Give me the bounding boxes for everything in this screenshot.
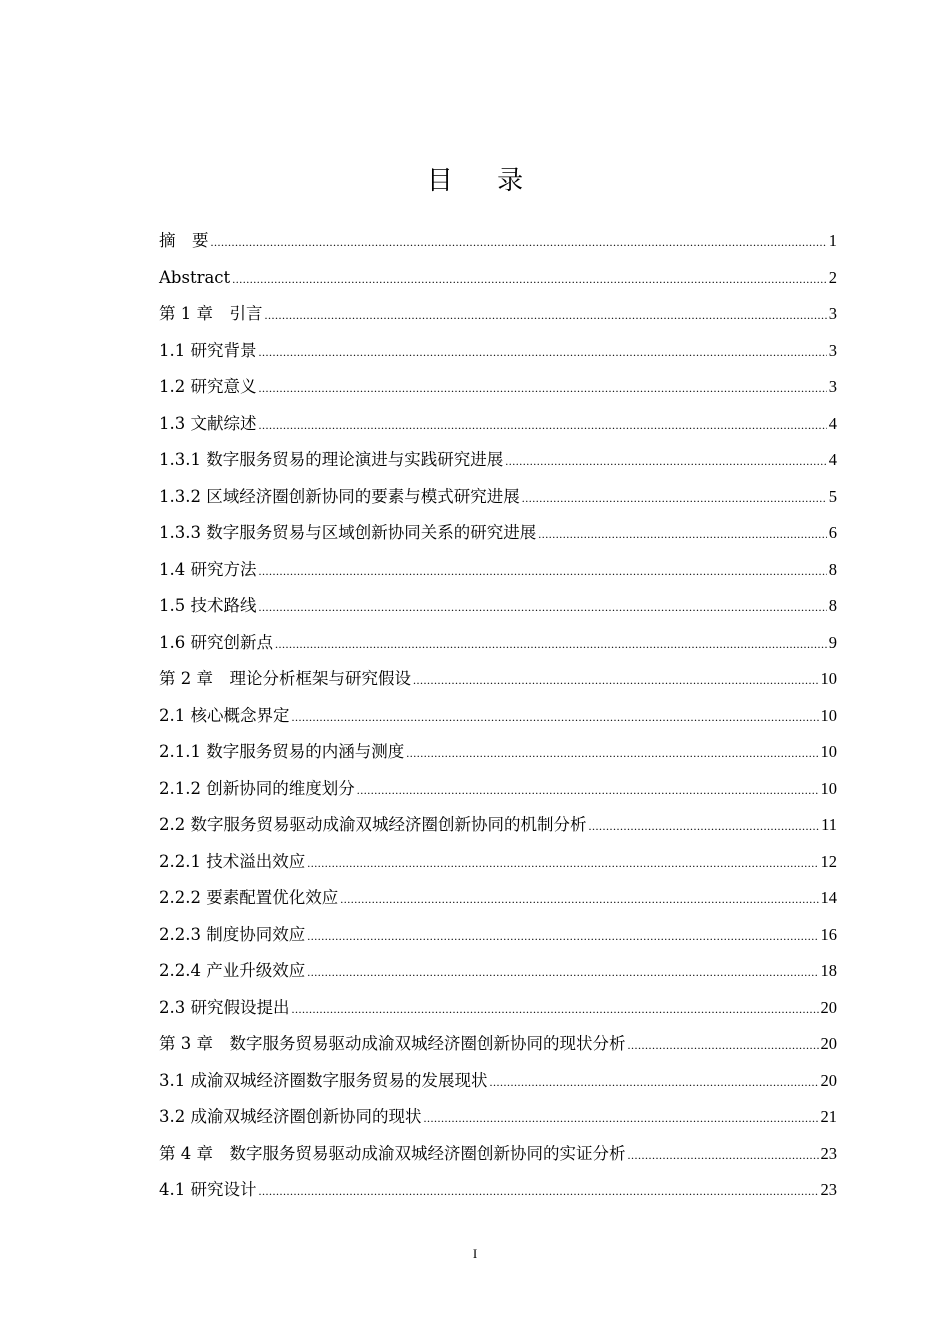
toc-entry[interactable] — [159, 1136, 837, 1173]
toc-entry[interactable] — [159, 1172, 837, 1209]
toc-dot-leader — [259, 407, 827, 444]
toc-entry[interactable] — [159, 479, 837, 516]
toc-entry[interactable] — [159, 734, 837, 771]
toc-entry-page: 2 — [828, 267, 837, 287]
toc-entry[interactable] — [159, 333, 837, 370]
toc-dot-leader — [307, 918, 818, 955]
toc-entry-page: 23 — [820, 1180, 837, 1199]
toc-entry-page: 20 — [820, 1070, 837, 1090]
toc-entry-label: 1.6 研究创新点 — [159, 632, 273, 652]
toc-entry[interactable] — [159, 406, 837, 443]
toc-entry[interactable] — [159, 807, 837, 844]
toc-dot-leader — [259, 334, 827, 371]
toc-dot-leader — [406, 735, 818, 772]
toc-entry[interactable] — [159, 625, 837, 662]
toc-entry-page: 6 — [828, 523, 837, 542]
toc-entry-page: 8 — [828, 596, 837, 615]
toc-entry-label: 3.2 成渝双城经济圈创新协同的现状 — [159, 1107, 422, 1126]
toc-dot-leader — [275, 626, 827, 663]
toc-entry-label: 1.3.3 数字服务贸易与区域创新协同关系的研究进展 — [159, 523, 537, 542]
toc-dot-leader — [259, 1173, 819, 1210]
toc-dot-leader — [259, 370, 827, 407]
toc-entry-label: 2.2.3 制度协同效应 — [159, 924, 306, 944]
toc-entry-label: 1.2 研究意义 — [159, 377, 257, 396]
toc-entry-label: 第 1 章 引言 — [159, 304, 263, 323]
page-number: I — [472, 1246, 478, 1261]
toc-entry-label: 2.3 研究假设提出 — [159, 997, 290, 1017]
toc-entry-label: 1.3 文献综述 — [159, 413, 257, 433]
toc-entry[interactable] — [159, 880, 837, 917]
toc-entry-page: 4 — [828, 413, 837, 433]
toc-entry[interactable] — [159, 296, 837, 333]
toc-entry-label: 2.1 核心概念界定 — [159, 705, 290, 725]
toc-entry-page: 8 — [828, 559, 837, 579]
toc-dot-leader — [232, 261, 827, 298]
toc-dot-leader — [265, 297, 827, 334]
toc-entry-label: 1.3.1 数字服务贸易的理论演进与实践研究进展 — [159, 450, 504, 469]
toc-entry-page: 23 — [820, 1143, 837, 1163]
toc-entry-label: 2.1.2 创新协同的维度划分 — [159, 778, 355, 798]
toc-entry-label: 第 4 章 数字服务贸易驱动成渝双城经济圈创新协同的实证分析 — [159, 1143, 626, 1163]
toc-entry-page: 3 — [828, 304, 837, 323]
toc-entry[interactable] — [159, 1063, 837, 1100]
toc-entry[interactable] — [159, 844, 837, 881]
toc-entry-page: 12 — [820, 851, 837, 871]
toc-entry-label: 2.2.4 产业升级效应 — [159, 961, 306, 980]
toc-entry-label: 4.1 研究设计 — [159, 1180, 257, 1199]
toc-entry-label: 1.3.2 区域经济圈创新协同的要素与模式研究进展 — [159, 486, 520, 506]
toc-entry-page: 3 — [828, 377, 837, 396]
toc-entry[interactable] — [159, 588, 837, 625]
toc-dot-leader — [211, 224, 827, 261]
toc-dot-leader — [307, 845, 818, 882]
toc-entry-page: 10 — [820, 669, 837, 688]
toc-entry-label: 第 3 章 数字服务贸易驱动成渝双城经济圈创新协同的现状分析 — [159, 1034, 626, 1053]
toc-entry-page: 10 — [820, 742, 837, 761]
toc-entry[interactable] — [159, 442, 837, 479]
toc-entry-label: 2.2.2 要素配置优化效应 — [159, 888, 339, 907]
toc-dot-leader — [628, 1137, 819, 1174]
toc-dot-leader — [357, 772, 819, 809]
toc-entry-label: 2.2 数字服务贸易驱动成渝双城经济圈创新协同的机制分析 — [159, 815, 587, 834]
toc-entry-page: 21 — [820, 1107, 837, 1126]
toc-dot-leader — [307, 954, 818, 991]
toc-entry-label: 3.1 成渝双城经济圈数字服务贸易的发展现状 — [159, 1070, 488, 1090]
toc-entry[interactable] — [159, 661, 837, 698]
toc-entry[interactable] — [159, 515, 837, 552]
toc-dot-leader — [522, 480, 827, 517]
toc-entry[interactable] — [159, 917, 837, 954]
toc-entry[interactable] — [159, 698, 837, 735]
toc-entry[interactable] — [159, 990, 837, 1027]
toc-dot-leader — [413, 662, 819, 699]
toc-dot-leader — [538, 516, 827, 553]
toc-entry-page: 5 — [828, 486, 837, 506]
toc-entry-page: 11 — [821, 815, 837, 834]
toc-entry[interactable] — [159, 369, 837, 406]
toc-entry-label: Abstract — [159, 267, 231, 287]
toc-dot-leader — [259, 589, 827, 626]
toc-entry-page: 20 — [820, 1034, 837, 1053]
toc-entry-label: 1.4 研究方法 — [159, 559, 257, 579]
toc-entry[interactable] — [159, 1099, 837, 1136]
toc-entry[interactable] — [159, 953, 837, 990]
toc-entry-page: 18 — [820, 961, 837, 980]
toc-entry[interactable] — [159, 223, 837, 260]
toc-dot-leader — [292, 991, 819, 1028]
toc-entry[interactable] — [159, 260, 837, 297]
toc-entry[interactable] — [159, 552, 837, 589]
toc-dot-leader — [628, 1027, 819, 1064]
toc-entry-page: 9 — [828, 632, 837, 652]
toc-dot-leader — [589, 808, 820, 845]
toc-dot-leader — [292, 699, 819, 736]
toc-dot-leader — [490, 1064, 819, 1101]
toc-entry-page: 10 — [820, 778, 837, 798]
toc-dot-leader — [505, 443, 827, 480]
toc-entry-page: 14 — [820, 888, 837, 907]
toc-entry[interactable] — [159, 771, 837, 808]
toc-entry-page: 16 — [820, 924, 837, 944]
toc-entry-label: 第 2 章 理论分析框架与研究假设 — [159, 669, 411, 688]
toc-entry-page: 20 — [820, 997, 837, 1017]
toc-dot-leader — [259, 553, 827, 590]
toc-entry-page: 10 — [820, 705, 837, 725]
toc-entry-page: 3 — [828, 340, 837, 360]
toc-entry-page: 1 — [828, 231, 837, 250]
toc-entry[interactable] — [159, 1026, 837, 1063]
toc-entry-page: 4 — [828, 450, 837, 469]
toc-entry-label: 1.5 技术路线 — [159, 596, 257, 615]
toc-entry-label: 2.2.1 技术溢出效应 — [159, 851, 306, 871]
toc-entry-label: 1.1 研究背景 — [159, 340, 257, 360]
toc-entry-label: 摘 要 — [159, 231, 209, 250]
toc-dot-leader — [424, 1100, 819, 1137]
toc-entry-label: 2.1.1 数字服务贸易的内涵与测度 — [159, 742, 405, 761]
table-of-contents — [159, 223, 837, 1209]
toc-dot-leader — [340, 881, 818, 918]
page-title: 目 录 — [426, 166, 542, 196]
